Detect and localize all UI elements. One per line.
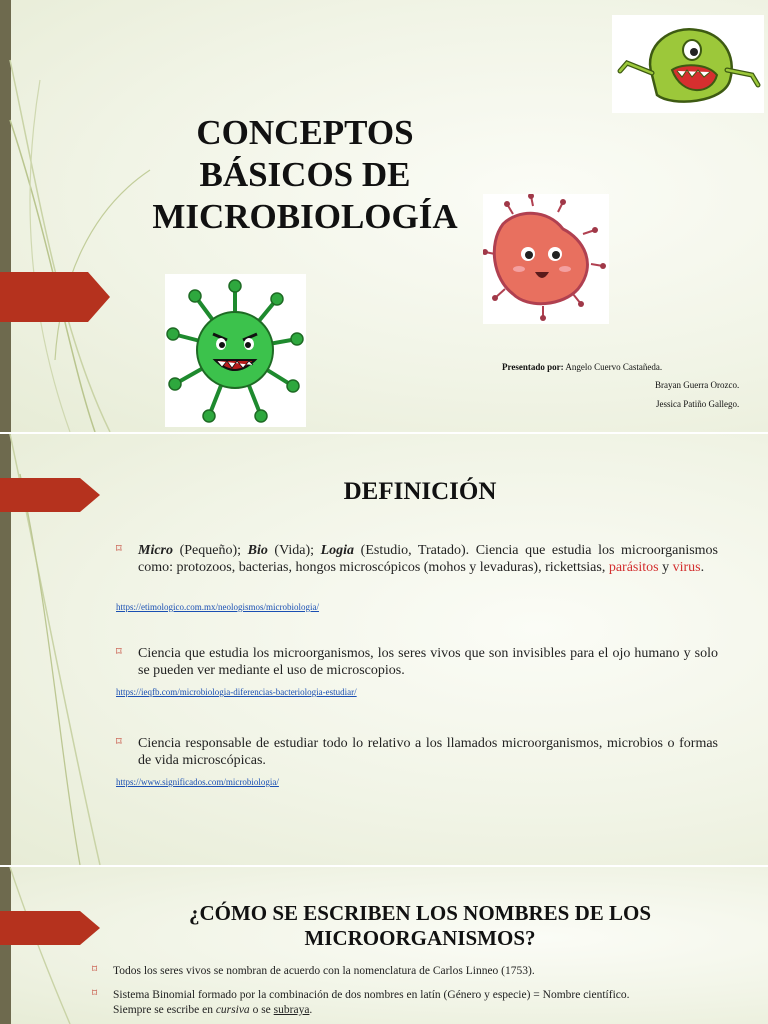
bullet-marker: ⌑ <box>116 736 122 748</box>
title-line: BÁSICOS DE <box>199 155 411 194</box>
term-text: . <box>700 560 705 575</box>
presenter-name: Jessica Patiño Gallego. <box>656 399 740 409</box>
accent-tag <box>0 911 100 945</box>
definition-bullet-2: Ciencia que estudia los microorganismos, los seres vivos que son invisibles para el ojo humano y solo se pueden ver mediante el uso de microscopios. <box>138 646 718 678</box>
accent-tag <box>0 478 100 512</box>
angry-virus-icon <box>165 274 306 427</box>
slide-definicion <box>0 434 768 865</box>
nomenclature-bullet-2 <box>113 988 713 1018</box>
section-title <box>140 901 700 951</box>
title-line: MICROORGANISMOS? <box>304 926 536 950</box>
definition-bullet-1 <box>138 542 718 576</box>
accent-tag <box>0 272 110 322</box>
source-link-1[interactable]: https://etimologico.com.mx/neologismos/microbiologia/ <box>116 602 319 612</box>
happy-pink-bacteria-icon <box>483 194 609 324</box>
slide-nomenclatura <box>0 867 768 1024</box>
nomenclature-bullet-1: Todos los seres vivos se nombran de acuerdo con la nomenclatura de Carlos Linneo (1753). <box>113 965 535 977</box>
source-link-2[interactable]: https://ieqfb.com/microbiologia-diferencias-bacteriologia-estudiar/ <box>116 687 357 697</box>
slide-title <box>0 0 768 432</box>
bullet-marker: ⌑ <box>92 988 98 999</box>
term-bio: Bio <box>247 543 268 558</box>
highlight-parasitos: parásitos <box>608 560 659 575</box>
presented-label: Presentado por: <box>502 362 564 372</box>
decorative-swoosh <box>0 867 120 1024</box>
bullet-marker: ⌑ <box>92 964 98 975</box>
text-cursiva: cursiva <box>215 1004 250 1016</box>
term-text: (Vida); <box>267 543 321 558</box>
text-part: Siempre se escribe en <box>113 1004 216 1016</box>
term-logia: Logia <box>320 543 355 558</box>
presented-by <box>502 362 662 372</box>
angry-green-germ-icon <box>612 15 764 113</box>
term-text: (Pequeño); <box>173 543 248 558</box>
source-link-3[interactable]: https://www.significados.com/microbiologia/ <box>116 777 279 787</box>
presenter-name: Angelo Cuervo Castañeda. <box>565 362 663 372</box>
term-micro: Micro <box>138 543 173 558</box>
title-line: MICROBIOLOGÍA <box>152 197 458 236</box>
section-title: DEFINICIÓN <box>343 478 497 505</box>
definition-bullet-3: Ciencia responsable de estudiar todo lo relativo a los llamados microorganismos, microbios o formas de vida microscópicas. <box>138 736 718 768</box>
nomenclature-text <box>113 1003 713 1018</box>
title-line: CONCEPTOS <box>196 113 414 152</box>
term-text: y <box>658 560 673 575</box>
term-text: (Estudio, Tratado). Ciencia que estudia los microorganismos como: protozoos, bacterias, hongos microscópicos (mohos y levaduras), rickettsias, <box>138 543 718 575</box>
text-part: o se <box>249 1004 274 1016</box>
title-line: ¿CÓMO SE ESCRIBEN LOS NOMBRES DE LOS <box>188 901 652 925</box>
text-part: . <box>309 1004 313 1016</box>
bullet-marker: ⌑ <box>116 543 122 555</box>
text-subraya: subraya <box>273 1004 310 1016</box>
presenter-name: Brayan Guerra Orozco. <box>655 380 740 390</box>
bullet-marker: ⌑ <box>116 646 122 658</box>
page-title <box>130 112 480 238</box>
nomenclature-text: Sistema Binomial formado por la combinación de dos nombres en latín (Género y especie) = Nombre científico. <box>113 989 630 1001</box>
highlight-virus: virus <box>672 560 701 575</box>
